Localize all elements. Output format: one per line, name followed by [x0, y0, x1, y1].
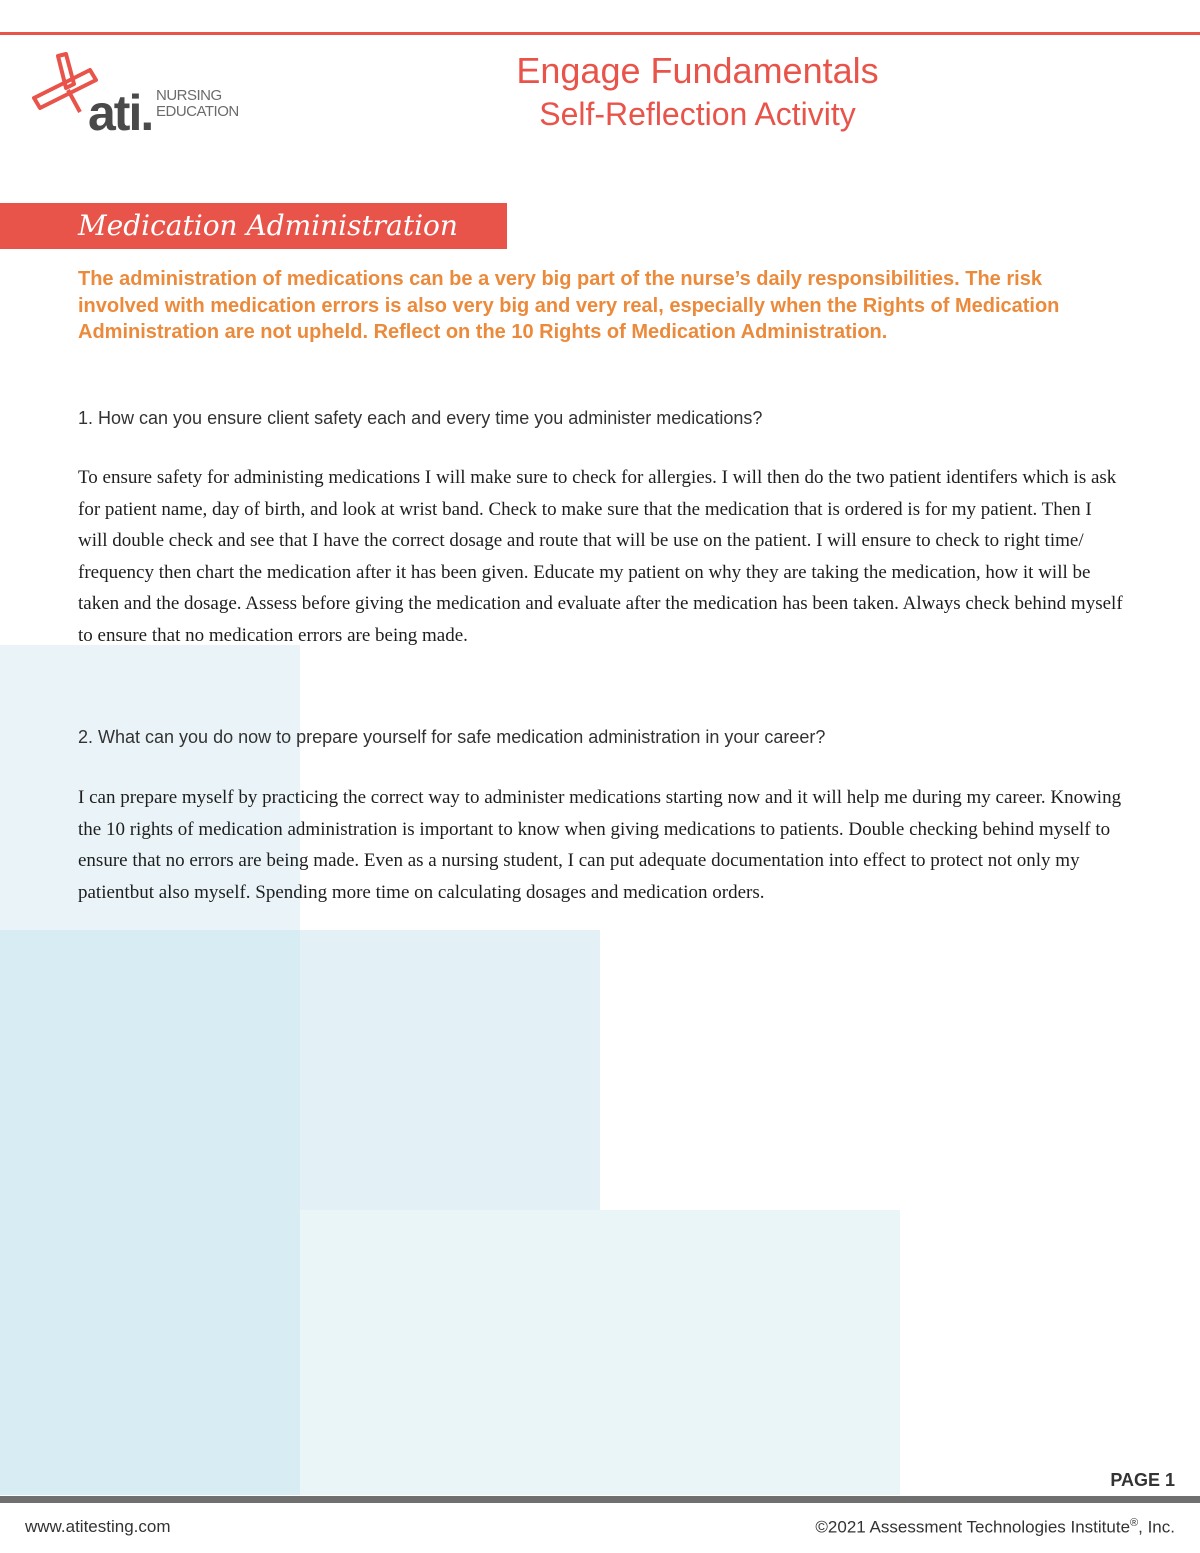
footer-copyright — [815, 1517, 1175, 1538]
background-block — [0, 930, 300, 1495]
logo-subtitle-line2: EDUCATION — [156, 103, 239, 120]
page-title: Engage Fundamentals — [516, 50, 879, 91]
question-2: 2. What can you do now to prepare yourself for safe medication administration in your career? — [78, 727, 826, 747]
top-accent-rule — [0, 32, 1200, 35]
logo-brand: ati. — [88, 85, 153, 141]
footer-rule — [0, 1496, 1200, 1503]
answer-2: I can prepare myself by practicing the correct way to administer medications starting now and it will help me during my career. Knowing the 10 rights of medication administration is important to know when giving medications to patients. Double checking behind myself to ensure that no errors are being made. Even as a nursing student, I can put adequate documentation into effect to protect not only my patientbut also myself. Spending more time on calculating dosages and medication orders. — [78, 787, 1122, 903]
logo-subtitle-line1: NURSING — [156, 87, 222, 104]
copyright-text: ©2021 Assessment Technologies Institute — [815, 1517, 1131, 1537]
answer-1: To ensure safety for administing medications I will make sure to check for allergies. I will then do the two patient identifers which is ask for patient name, day of birth, and look at wrist band. Check to make sure that the medication that is ordered is for my patient. Then I will double check and see that I have the correct dosage and route that will be use on the patient. I will ensure to check to right time/ frequency then chart the medication after it has been given. Educate my patient on why they are taking the medication, how it will be taken and the dosage. Assess before giving the medication and evaluate after the medication has been taken. Always check behind myself to ensure that no medication errors are being made. — [78, 467, 1123, 646]
question-1: 1. How can you ensure client safety each and every time you administer medications? — [78, 408, 763, 428]
page-number: PAGE 1 — [1110, 1470, 1175, 1490]
page-subtitle: Self-Reflection Activity — [539, 96, 856, 132]
footer-website-link[interactable]: www.atitesting.com — [25, 1517, 171, 1536]
copyright-suffix: , Inc. — [1138, 1517, 1175, 1537]
registered-mark: ® — [1130, 1517, 1139, 1529]
section-title: Medication Administration — [78, 209, 458, 242]
section-intro: The administration of medications can be a very big part of the nurse’s daily responsibilities. The risk involved with medication errors is also very big and very real, especially when the Rights of Medication Administration are not upheld. Reflect on the 10 Rights of Medication Administration. — [78, 268, 1060, 343]
section-banner — [0, 203, 507, 249]
